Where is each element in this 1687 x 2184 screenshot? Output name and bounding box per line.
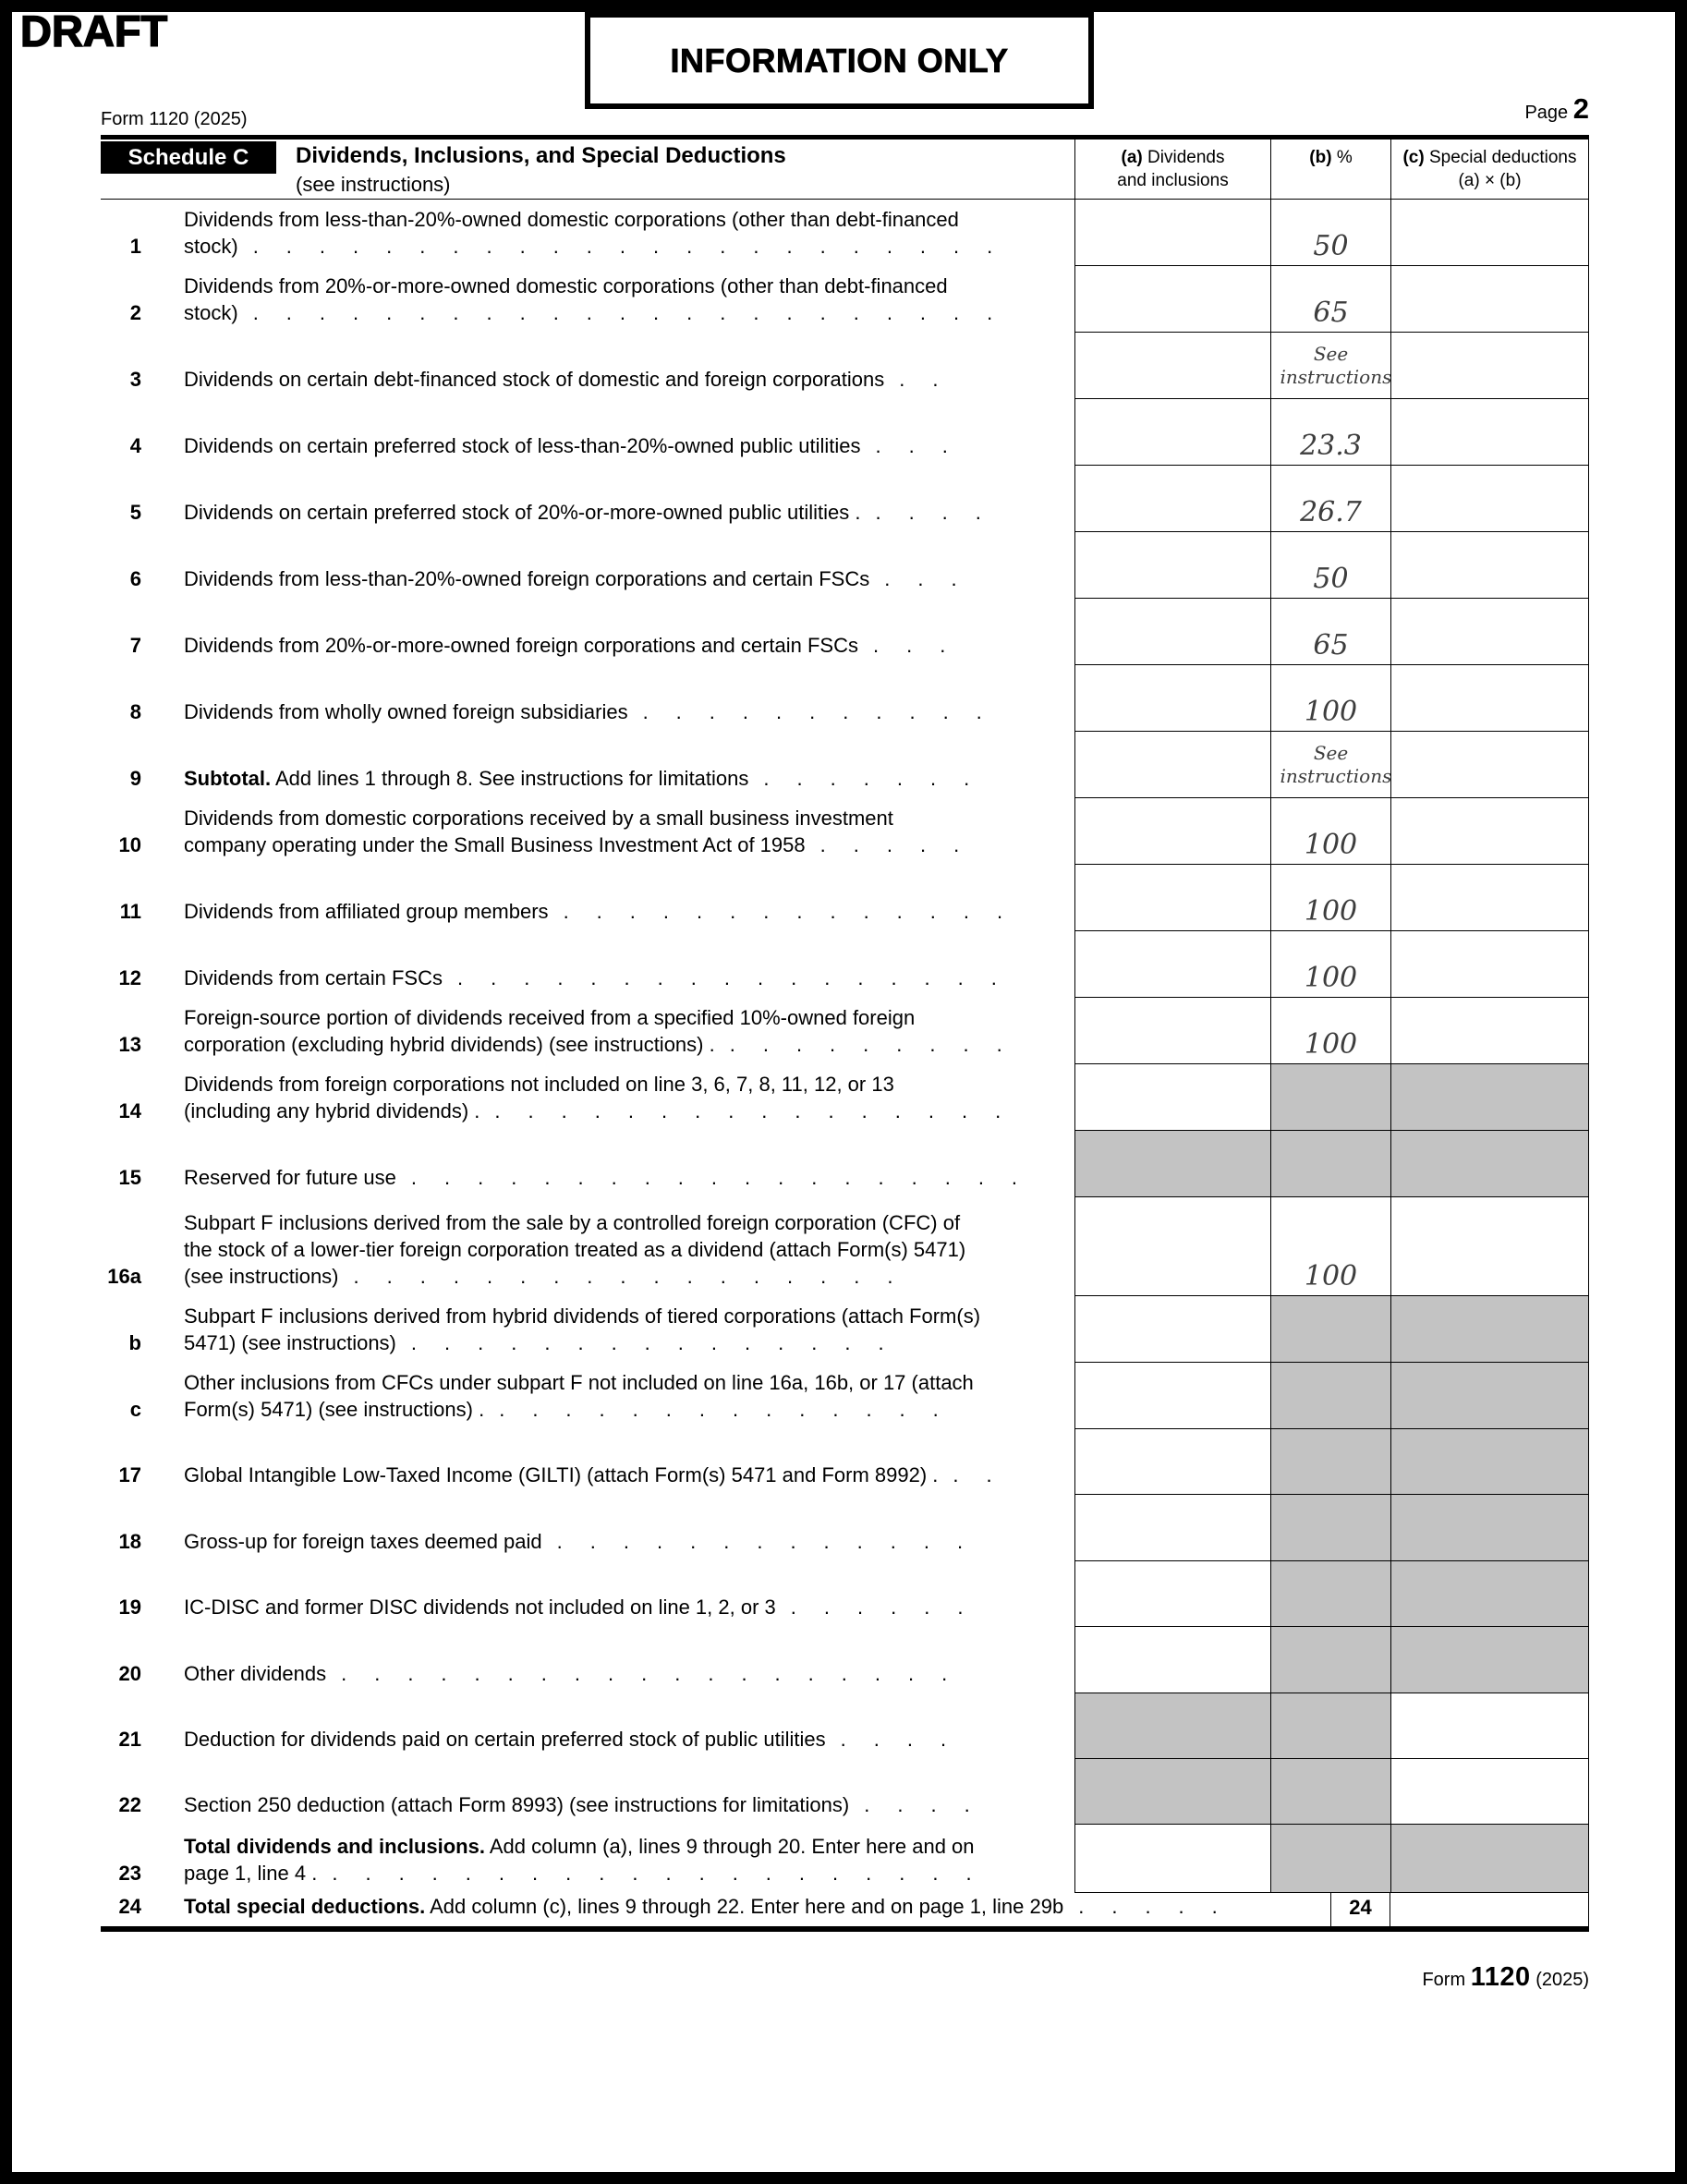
dot-leader: .......................	[252, 301, 1021, 324]
dot-leader: ...................	[341, 1662, 976, 1685]
special-deduction-cell	[1390, 599, 1589, 665]
table-row	[101, 1296, 1589, 1363]
percent-value: 50	[1313, 563, 1349, 595]
table-row	[101, 200, 1589, 266]
line-number: 1	[129, 235, 141, 258]
line-number: 17	[118, 1463, 141, 1486]
line-text: Dividends on certain preferred stock of less-than-20%-owned public utilities ...	[184, 434, 976, 457]
dividends-amount-cell	[1074, 266, 1270, 333]
percent-value: 100	[1304, 696, 1358, 728]
line-text: Gross-up for foreign taxes deemed paid .............	[184, 1530, 991, 1553]
dot-leader: .......	[763, 767, 998, 790]
special-deduction-cell	[1390, 732, 1589, 798]
line-text: Dividends on certain debt-financed stock of domestic and foreign corporations ..	[184, 368, 966, 391]
schedule-c-table	[101, 135, 1589, 1932]
dividends-amount-cell	[1074, 599, 1270, 665]
line-text: Other inclusions from CFCs under subpart F not included on line 16a, 16b, or 17 (attach Form(s) 5471) (see instructions) . ..............	[184, 1371, 974, 1421]
page-number: Page 2	[1524, 92, 1589, 125]
special-deduction-cell	[1390, 1429, 1589, 1495]
percent-cell	[1270, 998, 1390, 1064]
row-description	[101, 266, 1074, 333]
percent-value: 100	[1304, 829, 1358, 861]
row-description	[101, 1693, 1074, 1759]
dividends-amount-cell	[1074, 1693, 1270, 1759]
percent-cell	[1270, 266, 1390, 333]
special-deduction-cell	[1390, 1693, 1589, 1759]
dot-leader: ...	[875, 434, 976, 457]
dividends-amount-cell	[1074, 865, 1270, 931]
special-deduction-cell	[1390, 266, 1589, 333]
special-deduction-cell	[1390, 931, 1589, 998]
dividends-amount-cell	[1074, 1131, 1270, 1197]
table-row	[101, 599, 1589, 665]
line-text: Dividends from wholly owned foreign subsidiaries ...........	[184, 700, 1010, 723]
table-row	[101, 1759, 1589, 1825]
percent-cell	[1270, 1429, 1390, 1495]
dividends-amount-cell	[1074, 333, 1270, 399]
schedule-subtitle: (see instructions)	[296, 173, 451, 196]
special-deduction-cell	[1390, 1363, 1589, 1429]
table-row	[101, 333, 1589, 399]
line-text: Global Intangible Low-Taxed Income (GILTI) (attach Form(s) 5471 and Form 8992) . ..	[184, 1463, 1020, 1486]
table-row	[101, 798, 1589, 865]
line-text: Subpart F inclusions derived from the sale by a controlled foreign corporation (CFC) of the stock of a lower-tier foreign corporation treated as a dividend (attach Form(s) 5471) (see instructions) .................	[184, 1211, 966, 1288]
line-text: Subpart F inclusions derived from hybrid dividends of tiered corporations (attach Form(s) 5471) (see instructions) ...............	[184, 1304, 981, 1354]
form-identifier: Form 1120 (2025)	[101, 109, 248, 129]
row-description	[101, 1363, 1074, 1429]
schedule-header	[101, 140, 1074, 199]
line-number: 10	[118, 833, 141, 856]
line-text: Total dividends and inclusions. Add column (a), lines 9 through 20. Enter here and on page 1, line 4 . ....................	[184, 1835, 1000, 1885]
percent-cell	[1270, 599, 1390, 665]
percent-cell	[1270, 1627, 1390, 1693]
table-row	[101, 1495, 1589, 1561]
line-number: 24	[118, 1895, 141, 1918]
table-row	[101, 732, 1589, 798]
row-description	[101, 466, 1074, 532]
percent-cell	[1270, 732, 1390, 798]
row-description	[101, 1296, 1074, 1363]
dot-leader: ...........	[642, 700, 1010, 723]
row-description	[101, 931, 1074, 998]
percent-value: 100	[1304, 895, 1358, 928]
row-description	[101, 200, 1074, 266]
table-row	[101, 1693, 1589, 1759]
line-number: 6	[129, 567, 141, 590]
line-text: Dividends from less-than-20%-owned foreign corporations and certain FSCs ...	[184, 567, 985, 590]
special-deduction-cell	[1390, 1495, 1589, 1561]
line-text: Dividends from less-than-20%-owned domestic corporations (other than debt-financed stock) .......................	[184, 208, 1021, 258]
dividends-amount-cell	[1074, 1197, 1270, 1296]
line-text: Deduction for dividends paid on certain preferred stock of public utilities ....	[184, 1728, 975, 1751]
dot-leader: ....	[840, 1728, 975, 1751]
percent-cell	[1270, 1693, 1390, 1759]
dot-leader: .......................	[252, 235, 1021, 258]
percent-value: See instructions	[1280, 342, 1392, 388]
dividends-amount-cell	[1074, 998, 1270, 1064]
percent-value: 65	[1313, 629, 1349, 661]
row-description	[101, 599, 1074, 665]
dividends-amount-cell	[1074, 532, 1270, 599]
line-number: 7	[129, 634, 141, 657]
table-row	[101, 865, 1589, 931]
information-only-stamp: INFORMATION ONLY	[585, 12, 1094, 109]
percent-cell	[1270, 399, 1390, 466]
dot-leader: ...	[873, 634, 974, 657]
column-header-b: (b) %	[1270, 140, 1390, 199]
percent-cell	[1270, 1197, 1390, 1296]
dividends-amount-cell	[1074, 1495, 1270, 1561]
dot-leader: .................	[353, 1265, 921, 1288]
dot-leader: ..............	[563, 900, 1031, 923]
percent-cell	[1270, 798, 1390, 865]
dot-leader: ......	[790, 1596, 991, 1619]
schedule-title: Dividends, Inclusions, and Special Deductions	[296, 143, 786, 168]
row-description	[101, 865, 1074, 931]
dot-leader: ...............	[410, 1331, 912, 1354]
line-number: 9	[129, 767, 141, 790]
special-deduction-cell	[1390, 1296, 1589, 1363]
percent-value: 23.3	[1300, 430, 1362, 462]
row-description	[101, 1627, 1074, 1693]
dividends-amount-cell	[1074, 1825, 1270, 1893]
line-number: 23	[118, 1862, 141, 1885]
percent-cell	[1270, 1561, 1390, 1627]
line-number: 18	[118, 1530, 141, 1553]
special-deduction-cell	[1390, 798, 1589, 865]
special-deduction-cell	[1390, 865, 1589, 931]
percent-cell	[1270, 1131, 1390, 1197]
schedule-badge: Schedule C	[101, 141, 276, 174]
line-text: Dividends on certain preferred stock of 20%-or-more-owned public utilities . ....	[184, 501, 1009, 524]
line-text: Total special deductions. Add column (c), lines 9 through 22. Enter here and on page 1, line 29b .....	[184, 1895, 1245, 1918]
dot-leader: ...................	[410, 1166, 1046, 1189]
column-header-a: (a) Dividends and inclusions	[1074, 140, 1270, 199]
dividends-amount-cell	[1074, 1064, 1270, 1131]
special-deduction-cell	[1390, 333, 1589, 399]
percent-cell	[1270, 1296, 1390, 1363]
line-text: Dividends from affiliated group members ..............	[184, 900, 1031, 923]
row-description	[101, 732, 1074, 798]
line-number: 20	[118, 1662, 141, 1685]
line-number: 16a	[107, 1265, 141, 1288]
table-row	[101, 1131, 1589, 1197]
line-text: Other dividends ...................	[184, 1662, 976, 1685]
dot-leader: ....	[875, 501, 1009, 524]
line-24-reference-box: 24	[1330, 1893, 1390, 1926]
table-row	[101, 266, 1589, 333]
special-deduction-cell	[1390, 399, 1589, 466]
percent-value: 100	[1304, 1028, 1358, 1061]
dot-leader: ..............	[499, 1398, 966, 1421]
row-description	[101, 1561, 1074, 1627]
row-description	[101, 1893, 1330, 1926]
dividends-amount-cell	[1074, 200, 1270, 266]
dot-leader: ..	[953, 1463, 1020, 1486]
line-number: 3	[129, 368, 141, 391]
dividends-amount-cell	[1074, 798, 1270, 865]
line-number: 5	[129, 501, 141, 524]
dividends-amount-cell	[1074, 1363, 1270, 1429]
total-special-deductions-cell	[1390, 1893, 1589, 1926]
dot-leader: .....	[1078, 1895, 1245, 1918]
special-deduction-cell	[1390, 466, 1589, 532]
line-text: Section 250 deduction (attach Form 8993) (see instructions for limitations) ....	[184, 1793, 998, 1816]
percent-cell	[1270, 532, 1390, 599]
line-number: 22	[118, 1793, 141, 1816]
special-deduction-cell	[1390, 1825, 1589, 1893]
percent-value: See instructions	[1280, 741, 1392, 787]
row-description	[101, 1759, 1074, 1825]
table-header	[101, 135, 1589, 200]
dot-leader: .........	[729, 1033, 1030, 1056]
percent-cell	[1270, 1363, 1390, 1429]
line-number: 21	[118, 1728, 141, 1751]
table-row	[101, 1429, 1589, 1495]
dot-leader: .....	[819, 833, 988, 856]
row-description	[101, 798, 1074, 865]
dot-leader: ....	[864, 1793, 998, 1816]
percent-cell	[1270, 1495, 1390, 1561]
table-row	[101, 931, 1589, 998]
table-row	[101, 1197, 1589, 1296]
line-number: 11	[119, 900, 141, 923]
dot-leader: .................	[456, 966, 1025, 989]
table-row	[101, 1561, 1589, 1627]
percent-cell	[1270, 466, 1390, 532]
special-deduction-cell	[1390, 665, 1589, 732]
percent-cell	[1270, 865, 1390, 931]
line-number: 2	[129, 301, 141, 324]
line-text: Dividends from domestic corporations received by a small business investment company operating under the Small Business Investment Act of 1958 .....	[184, 807, 988, 856]
dot-leader: ....................	[332, 1862, 1000, 1885]
percent-cell	[1270, 931, 1390, 998]
percent-cell	[1270, 200, 1390, 266]
line-text: IC-DISC and former DISC dividends not included on line 1, 2, or 3 ......	[184, 1596, 991, 1619]
table-row	[101, 998, 1589, 1064]
special-deduction-cell	[1390, 1131, 1589, 1197]
table-row	[101, 466, 1589, 532]
percent-cell	[1270, 333, 1390, 399]
dividends-amount-cell	[1074, 1296, 1270, 1363]
table-row	[101, 1825, 1589, 1893]
dividends-amount-cell	[1074, 399, 1270, 466]
line-number: 13	[118, 1033, 141, 1056]
line-text: Reserved for future use ...................	[184, 1166, 1046, 1189]
special-deduction-cell	[1390, 532, 1589, 599]
percent-value: 50	[1313, 230, 1349, 262]
table-row	[101, 532, 1589, 599]
row-description	[101, 1825, 1074, 1893]
percent-value: 100	[1304, 1260, 1358, 1292]
row-description	[101, 1064, 1074, 1131]
table-row	[101, 399, 1589, 466]
row-description	[101, 1197, 1074, 1296]
special-deduction-cell	[1390, 1197, 1589, 1296]
dot-leader: ..	[899, 368, 966, 391]
percent-cell	[1270, 1825, 1390, 1893]
line-number: c	[129, 1398, 141, 1421]
special-deduction-cell	[1390, 200, 1589, 266]
dividends-amount-cell	[1074, 1627, 1270, 1693]
percent-cell	[1270, 665, 1390, 732]
draft-watermark: DRAFT	[20, 6, 168, 55]
line-text: Dividends from 20%-or-more-owned foreign corporations and certain FSCs ...	[184, 634, 974, 657]
dividends-amount-cell	[1074, 466, 1270, 532]
line-text: Subtotal. Add lines 1 through 8. See instructions for limitations .......	[184, 767, 998, 790]
line-text: Dividends from 20%-or-more-owned domestic corporations (other than debt-financed stock) .......................	[184, 274, 1021, 324]
table-row	[101, 665, 1589, 732]
line-number: 19	[118, 1596, 141, 1619]
line-number: 14	[118, 1099, 141, 1122]
dividends-amount-cell	[1074, 931, 1270, 998]
line-number: 4	[129, 434, 141, 457]
dividends-amount-cell	[1074, 1759, 1270, 1825]
row-description	[101, 532, 1074, 599]
dividends-amount-cell	[1074, 1429, 1270, 1495]
special-deduction-cell	[1390, 1627, 1589, 1693]
percent-value: 65	[1313, 297, 1349, 329]
special-deduction-cell	[1390, 1759, 1589, 1825]
percent-value: 26.7	[1300, 496, 1362, 528]
row-description	[101, 1495, 1074, 1561]
line-number: 15	[118, 1166, 141, 1189]
column-header-c: (c) Special deductions (a) × (b)	[1390, 140, 1589, 199]
line-24-row	[101, 1893, 1589, 1932]
percent-cell	[1270, 1759, 1390, 1825]
line-number: b	[128, 1331, 141, 1354]
row-description	[101, 998, 1074, 1064]
special-deduction-cell	[1390, 998, 1589, 1064]
line-number: 8	[129, 700, 141, 723]
percent-value: 100	[1304, 962, 1358, 994]
dot-leader: ...	[884, 567, 985, 590]
table-row	[101, 1064, 1589, 1131]
special-deduction-cell	[1390, 1561, 1589, 1627]
row-description	[101, 1131, 1074, 1197]
dividends-amount-cell	[1074, 665, 1270, 732]
table-row	[101, 1627, 1589, 1693]
row-description	[101, 399, 1074, 466]
row-description	[101, 1429, 1074, 1495]
dividends-amount-cell	[1074, 1561, 1270, 1627]
row-description	[101, 333, 1074, 399]
table-row	[101, 1363, 1589, 1429]
special-deduction-cell	[1390, 1064, 1589, 1131]
percent-cell	[1270, 1064, 1390, 1131]
dot-leader: .............	[556, 1530, 991, 1553]
dot-leader: ................	[494, 1099, 1029, 1122]
line-text: Dividends from certain FSCs .................	[184, 966, 1025, 989]
line-text: Dividends from foreign corporations not included on line 3, 6, 7, 8, 11, 12, or 13 (including any hybrid dividends) . ................	[184, 1073, 1029, 1122]
dividends-amount-cell	[1074, 732, 1270, 798]
line-text: Foreign-source portion of dividends received from a specified 10%-owned foreign corporation (excluding hybrid dividends) (see instructions) . .........	[184, 1006, 1030, 1056]
row-description	[101, 665, 1074, 732]
line-number: 12	[118, 966, 141, 989]
form-footer: Form 1120 (2025)	[1422, 1962, 1589, 1992]
